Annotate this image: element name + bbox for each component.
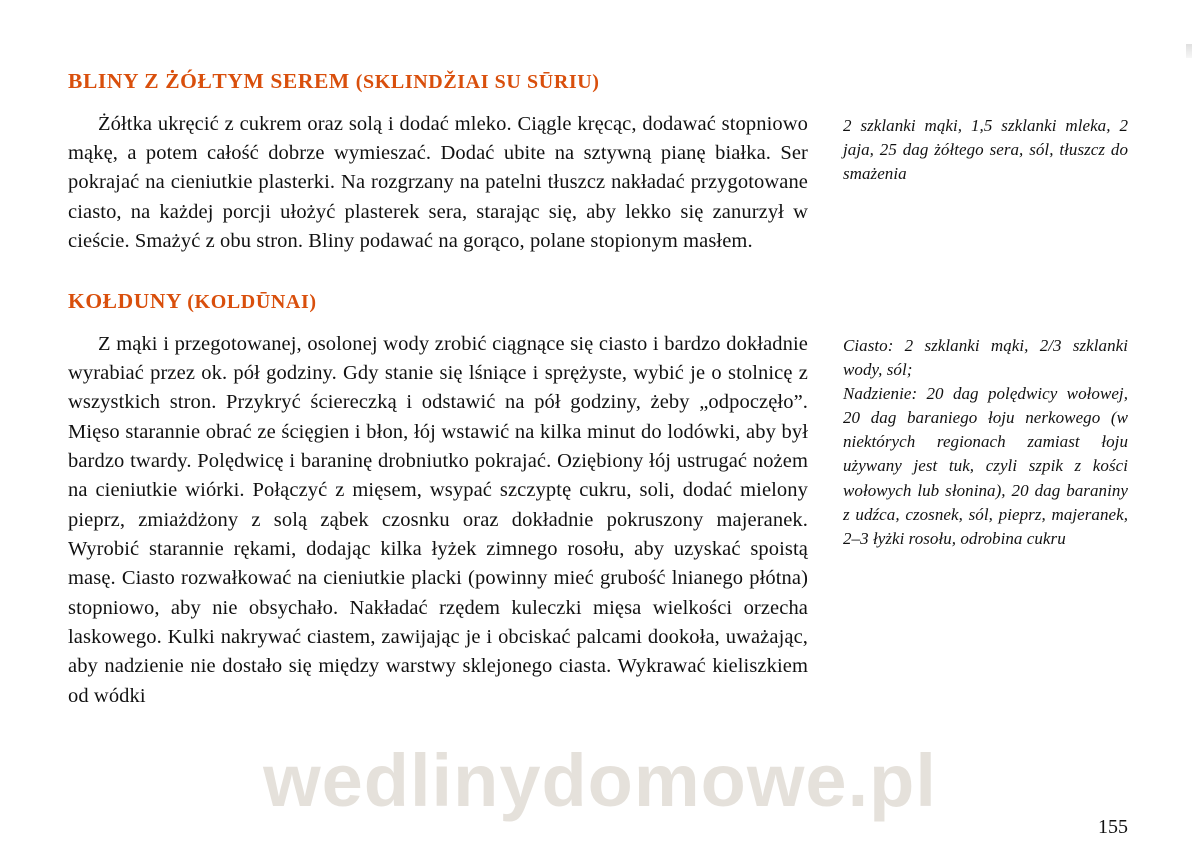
recipe-title (68, 290, 1128, 314)
page-number: 155 (1098, 816, 1128, 838)
ingredients-text: 2 szklanki mąki, 1,5 szklanki mleka, 2 jaja, 25 dag żółtego sera, sól, tłuszcz do smażenia (843, 115, 1128, 183)
recipe-title-lt: (SKLINDŽIAI SU SŪRIU) (355, 71, 600, 93)
recipe-body (68, 330, 1128, 711)
recipe-body (68, 110, 1128, 257)
instructions-column (68, 110, 808, 257)
instructions-text: Żółtka ukręcić z cukrem oraz solą i dodać mleko. Ciągle kręcąc, dodawać stopniowo mąkę, a potem całość dobrze wymieszać. Dodać ubite na sztywną pianę białka. Ser pokrajać na cieniutkie plasterki. Na rozgrzany na patelni tłuszcz nakładać przygotowane ciasto, na każdej porcji ułożyć plasterek sera, starając się, aby lekko się zanurzył w cieście. Smażyć z obu stron. Bliny podawać na gorąco, polane stopionym masłem. (68, 112, 808, 252)
page-content (68, 70, 1128, 711)
page-corner-mark (1186, 44, 1192, 58)
watermark: wedlinydomowe.pl (263, 739, 937, 822)
instructions-text: Z mąki i przegotowanej, osolonej wody zrobić ciągnące się ciasto i bardzo dokładnie wyrabiać przez ok. pół godziny. Gdy stanie się lśniące i sprężyste, wybić je o stolnicę z wszystkich stron. Przykryć ściereczką i odstawić na pół godziny, żeby „odpoczęło”. Mięso starannie obrać ze ścięgien i błon, łój wstawić na kilka minut do lodówki, aby był bardzo twardy. Polędwicę i baraninę drobniutko pokrajać. Oziębiony łój ustrugać nożem na cieniutkie wiórki. Połączyć z mięsem, wsypać szczyptę cukru, soli, dodać mielony pieprz, zmiażdżony z solą ząbek czosnku oraz dokładnie pokruszony majeranek. Wyrobić starannie rękami, dodając kilka łyżek zimnego rosołu, aby uzyskać spoistą masę. Ciasto rozwałkować na cieniutkie placki (powinny mieć grubość lnianego płótna) stopniowo, aby nie obsychało. Nakładać rzędem kuleczki mięsa wielkości orzecha laskowego. Kulki nakrywać ciastem, zawijając je i obciskać palcami dookoła, uważając, aby nadzienie nie dostało się między warstwy sklejonego ciasta. Wykrawać kieliszkiem od wódki (68, 332, 808, 707)
recipe-title-pl: KOŁDUNY (68, 289, 182, 314)
ingredients-text: Ciasto: 2 szklanki mąki, 2/3 szklanki wody, sól; Nadzienie: 20 dag polędwicy wołowej, 20 dag baraniego łoju nerkowego (w niektórych regionach zamiast łoju używany jest tuk, czyli szpik z kości wołowych lub słonina), 20 dag baraniny z udźca, czosnek, sól, pieprz, majeranek, 2–3 łyżki rosołu, odrobina cukru (843, 335, 1128, 548)
ingredients-column (843, 330, 1128, 551)
recipe-kolduny (68, 290, 1128, 711)
recipe-title (68, 70, 1128, 94)
recipe-bliny (68, 70, 1128, 256)
ingredients-column (843, 110, 1128, 186)
recipe-title-pl: BLINY Z ŻÓŁTYM SEREM (68, 69, 350, 93)
instructions-column (68, 330, 808, 711)
recipe-title-lt: (KOLDŪNAI) (187, 291, 317, 314)
